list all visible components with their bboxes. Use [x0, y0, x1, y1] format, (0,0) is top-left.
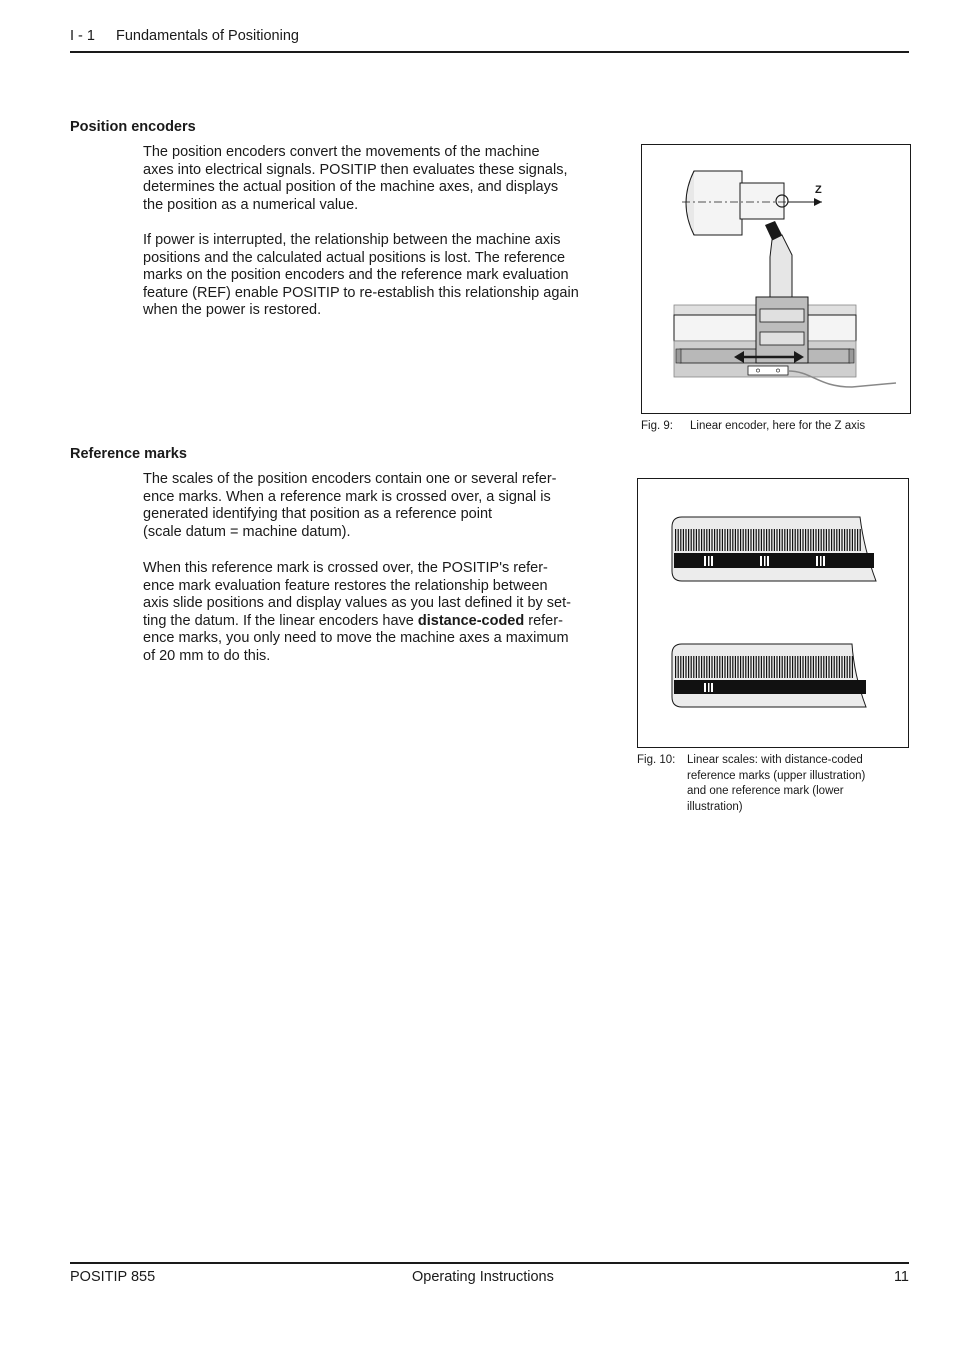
- grating-line: [854, 529, 855, 551]
- linear-encoder-illustration: [642, 145, 910, 413]
- grating-line: [761, 656, 762, 678]
- grating-line: [823, 529, 824, 551]
- grating-line: [836, 656, 837, 678]
- grating-line: [711, 656, 712, 678]
- grating-line: [688, 656, 689, 678]
- section-title: Fundamentals of Positioning: [116, 28, 299, 44]
- grating-line: [779, 529, 780, 551]
- grating-line: [841, 656, 842, 678]
- grating-line: [693, 529, 694, 551]
- grating-line: [732, 529, 733, 551]
- grating-line: [735, 529, 736, 551]
- grating-line: [719, 656, 720, 678]
- grating-line: [818, 529, 819, 551]
- grating-line: [761, 529, 762, 551]
- grating-line: [852, 529, 853, 551]
- grating-line: [787, 656, 788, 678]
- grating-line: [709, 529, 710, 551]
- grating-line: [714, 656, 715, 678]
- grating-line: [743, 656, 744, 678]
- grating-line: [735, 656, 736, 678]
- section-number: I - 1: [70, 28, 95, 44]
- grating-line: [704, 656, 705, 678]
- grating-line: [802, 656, 803, 678]
- grating-line: [706, 529, 707, 551]
- grating-line: [693, 656, 694, 678]
- text-line: the position as a numerical value.: [143, 196, 359, 213]
- grating-line: [808, 656, 809, 678]
- grating-line: [719, 529, 720, 551]
- text-line: The position encoders convert the movements of the machine: [143, 144, 540, 160]
- heading-position-encoders: Position encoders: [70, 119, 196, 135]
- text-line: of 20 mm to do this.: [143, 647, 271, 664]
- grating-line: [696, 529, 697, 551]
- grating-line: [805, 656, 806, 678]
- grating-line: [711, 529, 712, 551]
- grating-line: [706, 656, 707, 678]
- grating-line: [836, 529, 837, 551]
- grating-line: [675, 529, 676, 551]
- grating-line: [678, 656, 679, 678]
- grating-line: [763, 656, 764, 678]
- grating-line: [800, 529, 801, 551]
- text-line: generated identifying that position as a reference point: [143, 506, 493, 523]
- caption-text: [687, 753, 909, 815]
- cable-connector: [748, 366, 788, 375]
- lower-incremental-track: [675, 656, 853, 678]
- grating-line: [831, 529, 832, 551]
- ref-mark-line: [823, 556, 825, 566]
- grating-line: [685, 656, 686, 678]
- grating-line: [782, 656, 783, 678]
- grating-line: [834, 656, 835, 678]
- grating-line: [839, 529, 840, 551]
- ref-mark-line: [704, 683, 706, 692]
- grating-line: [779, 656, 780, 678]
- reading-head: [756, 297, 808, 363]
- grating-line: [849, 529, 850, 551]
- grating-line: [753, 529, 754, 551]
- grating-line: [758, 529, 759, 551]
- grating-line: [805, 529, 806, 551]
- grating-line: [823, 656, 824, 678]
- text-line: The scales of the position encoders contain one or several refer-: [143, 471, 557, 487]
- grating-line: [774, 656, 775, 678]
- grating-line: [849, 656, 850, 678]
- grating-line: [714, 529, 715, 551]
- grating-line: [797, 529, 798, 551]
- grating-line: [696, 656, 697, 678]
- ref-mark-line: [820, 556, 822, 566]
- text-line: feature (REF) enable POSITIP to re-establish this relationship again: [143, 284, 579, 301]
- caption-text: Linear encoder, here for the Z axis: [690, 420, 866, 432]
- grating-line: [841, 529, 842, 551]
- grating-line: [800, 656, 801, 678]
- grating-line: [792, 656, 793, 678]
- grating-line: [818, 656, 819, 678]
- grating-line: [709, 656, 710, 678]
- paragraph-encoders-2: [143, 232, 623, 320]
- grating-line: [683, 656, 684, 678]
- reading-head-slot-1: [760, 309, 804, 322]
- ref-mark-line: [764, 556, 766, 566]
- grating-line: [810, 656, 811, 678]
- text-line: axes into electrical signals. POSITIP then evaluates these signals,: [143, 161, 568, 178]
- caption-number: Fig. 10:: [637, 754, 676, 766]
- grating-line: [756, 656, 757, 678]
- grating-line: [789, 656, 790, 678]
- grating-line: [724, 656, 725, 678]
- grating-line: [748, 656, 749, 678]
- grating-line: [821, 656, 822, 678]
- grating-line: [810, 529, 811, 551]
- text-line: ence marks. When a reference mark is crossed over, a signal is: [143, 488, 551, 505]
- grating-line: [698, 656, 699, 678]
- page-footer: [70, 1262, 909, 1294]
- grating-line: [737, 529, 738, 551]
- linear-scales-illustration: [638, 479, 908, 747]
- grating-line: [691, 529, 692, 551]
- text-line: marks on the position encoders and the reference mark evaluation: [143, 267, 569, 284]
- grating-line: [750, 529, 751, 551]
- bold-term: distance-coded: [417, 612, 525, 629]
- ref-mark-line: [711, 556, 713, 566]
- grating-line: [688, 529, 689, 551]
- ref-mark-line: [708, 556, 710, 566]
- ref-mark-line: [704, 556, 706, 566]
- grating-line: [828, 529, 829, 551]
- grating-line: [834, 529, 835, 551]
- text-line: If power is interrupted, the relationship between the machine axis: [143, 232, 561, 248]
- ref-mark-line: [708, 683, 710, 692]
- grating-line: [745, 529, 746, 551]
- heading-reference-marks: Reference marks: [70, 446, 187, 462]
- grating-line: [831, 656, 832, 678]
- grating-line: [722, 656, 723, 678]
- grating-line: [782, 529, 783, 551]
- grating-line: [792, 529, 793, 551]
- ref-mark-line: [767, 556, 769, 566]
- grating-line: [678, 529, 679, 551]
- grating-line: [844, 656, 845, 678]
- spindle-nose: [740, 183, 784, 219]
- grating-line: [737, 656, 738, 678]
- grating-line: [774, 529, 775, 551]
- grating-line: [789, 529, 790, 551]
- grating-line: [675, 656, 676, 678]
- grating-line: [828, 656, 829, 678]
- grating-line: [766, 529, 767, 551]
- page-number: 11: [893, 1269, 909, 1285]
- grating-line: [766, 656, 767, 678]
- spindle-end: [686, 171, 694, 235]
- grating-line: [771, 529, 772, 551]
- grating-line: [813, 656, 814, 678]
- text-line: ence mark evaluation feature restores the relationship between: [143, 577, 548, 594]
- text-line: when the power is restored.: [143, 302, 322, 319]
- grating-line: [776, 529, 777, 551]
- caption-line: reference marks (upper illustration): [687, 769, 866, 782]
- text-line: ence marks, you only need to move the machine axes a maximum: [143, 630, 569, 647]
- lower-single-reference-mark: [704, 683, 713, 692]
- ref-mark-line: [760, 556, 762, 566]
- text-run: refer-: [524, 612, 563, 629]
- mounting-arm: [770, 235, 792, 305]
- grating-line: [680, 656, 681, 678]
- ref-mark-line: [816, 556, 818, 566]
- grating-line: [691, 656, 692, 678]
- grating-line: [787, 529, 788, 551]
- text-run: ting the datum. If the linear encoders have: [143, 612, 418, 629]
- caption-line: illustration): [687, 800, 743, 813]
- grating-line: [730, 656, 731, 678]
- grating-line: [821, 529, 822, 551]
- ref-mark-line: [711, 683, 713, 692]
- spindle-body: [688, 171, 742, 235]
- lower-reference-track: [674, 680, 866, 694]
- grating-line: [717, 656, 718, 678]
- page-header: [70, 27, 909, 53]
- end-block-right: [849, 349, 854, 363]
- grating-line: [797, 656, 798, 678]
- grating-line: [701, 656, 702, 678]
- paragraph-reference-1: [143, 471, 623, 541]
- grating-line: [753, 656, 754, 678]
- grating-line: [758, 656, 759, 678]
- grating-line: [722, 529, 723, 551]
- grating-line: [795, 529, 796, 551]
- grating-line: [727, 656, 728, 678]
- caption-line: and one reference mark (lower: [687, 785, 844, 797]
- grating-line: [839, 656, 840, 678]
- footer-doc-type: Operating Instructions: [412, 1269, 554, 1285]
- grating-line: [685, 529, 686, 551]
- figure-linear-scales: [637, 478, 909, 748]
- grating-line: [732, 656, 733, 678]
- z-arrow-head: [814, 198, 822, 206]
- text-line: axis slide positions and display values as you last defined it by set-: [143, 595, 571, 612]
- grating-line: [769, 656, 770, 678]
- text-line: determines the actual position of the machine axes, and displays: [143, 179, 559, 196]
- grating-line: [784, 656, 785, 678]
- grating-line: [683, 529, 684, 551]
- grating-line: [815, 656, 816, 678]
- paragraph-reference-2: [143, 560, 623, 666]
- text-line: positions and the calculated actual positions is lost. The reference: [143, 249, 566, 266]
- grating-line: [740, 656, 741, 678]
- figure-linear-encoder: [641, 144, 911, 414]
- grating-line: [795, 656, 796, 678]
- reading-head-slot-2: [760, 332, 804, 345]
- footer-product: POSITIP 855: [70, 1269, 156, 1285]
- grating-line: [844, 529, 845, 551]
- grating-line: [808, 529, 809, 551]
- grating-line: [852, 656, 853, 678]
- grating-line: [815, 529, 816, 551]
- grating-line: [745, 656, 746, 678]
- caption-number: Fig. 9:: [641, 420, 673, 432]
- grating-line: [727, 529, 728, 551]
- grating-line: [756, 529, 757, 551]
- grating-line: [826, 656, 827, 678]
- grating-line: [769, 529, 770, 551]
- grating-line: [776, 656, 777, 678]
- grating-line: [784, 529, 785, 551]
- grating-line: [802, 529, 803, 551]
- grating-line: [730, 529, 731, 551]
- grating-line: [704, 529, 705, 551]
- grating-line: [813, 529, 814, 551]
- caption-fig10: [637, 753, 909, 817]
- grating-line: [743, 529, 744, 551]
- grating-line: [826, 529, 827, 551]
- grating-line: [680, 529, 681, 551]
- grating-line: [771, 656, 772, 678]
- grating-line: [748, 529, 749, 551]
- grating-line: [750, 656, 751, 678]
- grating-line: [701, 529, 702, 551]
- grating-line: [857, 529, 858, 551]
- grating-line: [847, 529, 848, 551]
- text-line: (scale datum = machine datum).: [143, 523, 351, 540]
- grating-line: [763, 529, 764, 551]
- grating-line: [860, 529, 861, 551]
- caption-line: Linear scales: with distance-coded: [687, 754, 863, 766]
- text-line: [143, 613, 623, 631]
- grating-line: [717, 529, 718, 551]
- paragraph-encoders-1: [143, 144, 623, 214]
- caption-fig9: [641, 419, 909, 435]
- grating-line: [698, 529, 699, 551]
- z-axis-label: Z: [815, 184, 822, 196]
- grating-line: [847, 656, 848, 678]
- grating-line: [724, 529, 725, 551]
- text-line: When this reference mark is crossed over, the POSITIP's refer-: [143, 560, 548, 576]
- end-block-left: [676, 349, 681, 363]
- grating-line: [740, 529, 741, 551]
